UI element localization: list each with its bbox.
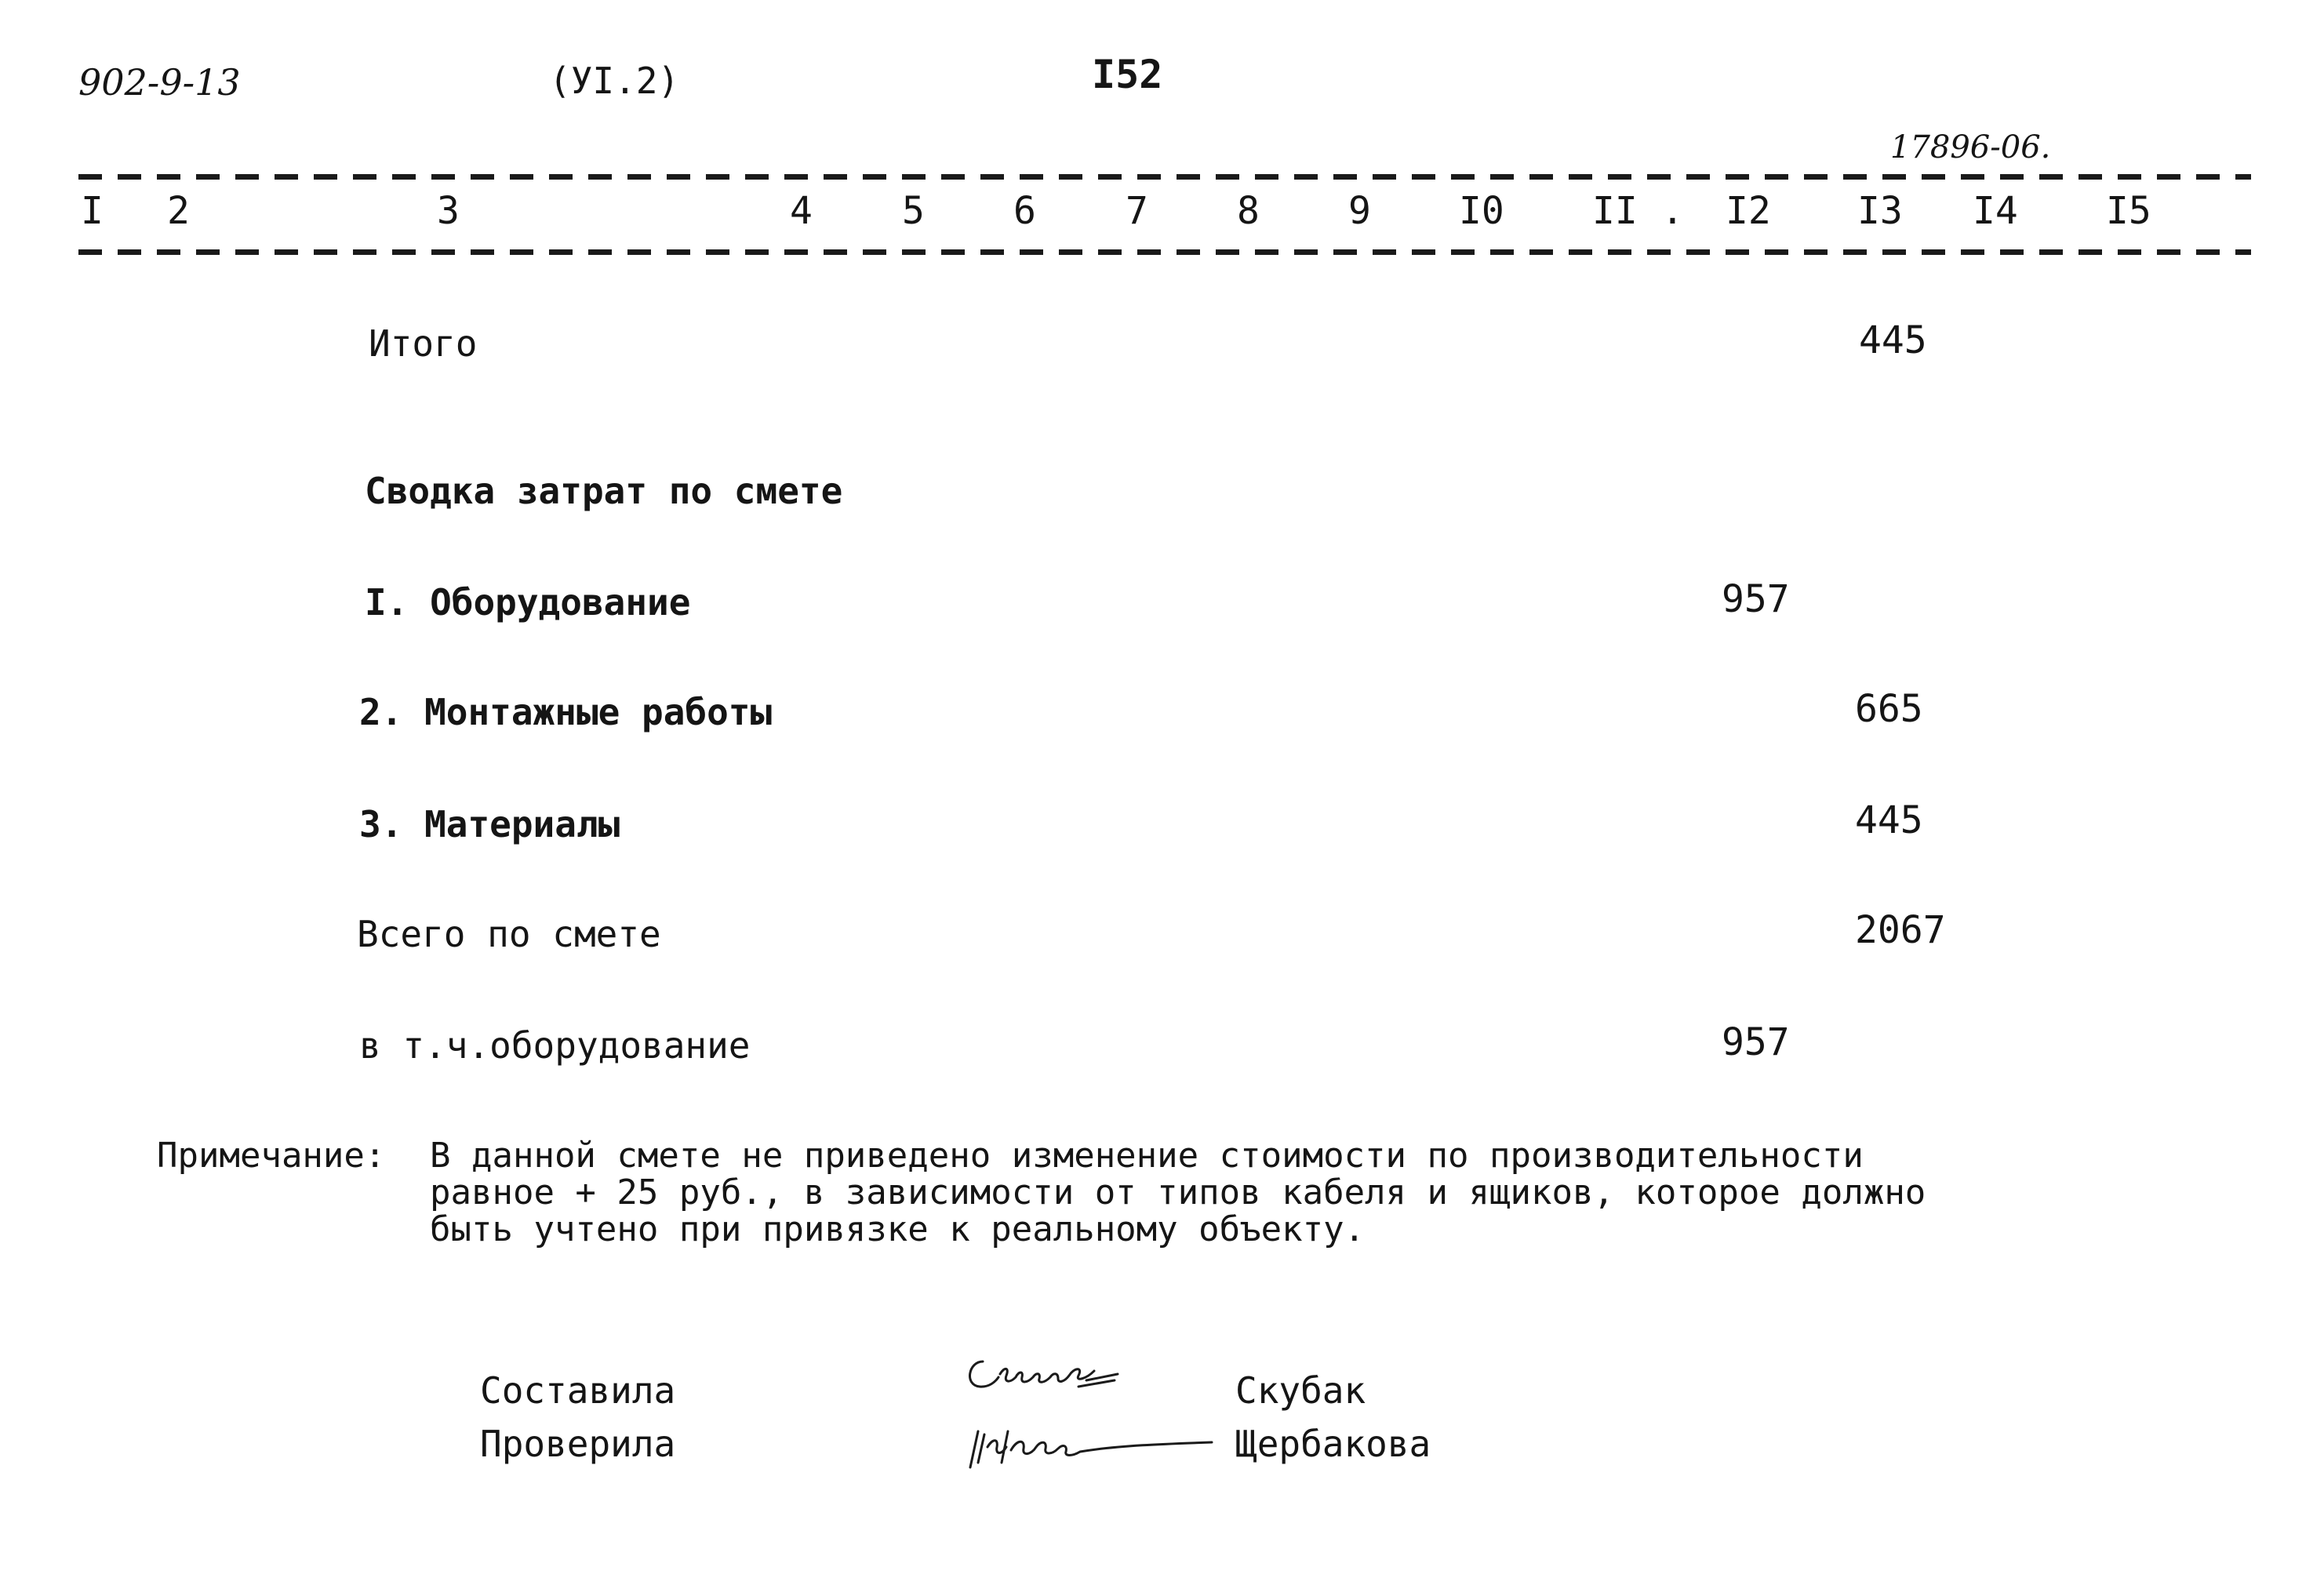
row-value-col13: 445 xyxy=(1859,318,1927,362)
column-header: 9 xyxy=(1348,189,1371,233)
column-header: 3 xyxy=(437,189,460,233)
page-number: I52 xyxy=(1092,52,1163,97)
row-label: I. Оборудование xyxy=(365,581,691,623)
row-value-col12: 957 xyxy=(1722,1020,1790,1064)
checker-name: Щербакова xyxy=(1235,1423,1431,1465)
column-header: 2 xyxy=(167,189,190,233)
row-value-col13: 445 xyxy=(1855,798,1923,842)
column-header: 4 xyxy=(790,189,813,233)
document-code: 902-9-13 xyxy=(78,61,241,104)
row-label: Итого xyxy=(369,322,478,365)
row-label: 3. Материалы xyxy=(359,803,620,845)
column-header: I xyxy=(81,189,104,233)
checked-by-label: Проверила xyxy=(480,1423,676,1465)
stamp-number: 17896-06. xyxy=(1890,129,2051,165)
column-header: 7 xyxy=(1126,189,1148,233)
column-header: I0 xyxy=(1459,189,1504,233)
row-label: Всего по смете xyxy=(357,913,661,955)
column-header: 5 xyxy=(902,189,925,233)
note-line: В данной смете не приведено изменение стоимости по производительности xyxy=(430,1136,1864,1176)
row-value-col12: 957 xyxy=(1722,577,1790,621)
column-header: 6 xyxy=(1013,189,1036,233)
column-header: II xyxy=(1592,189,1638,233)
column-header: I3 xyxy=(1857,189,1903,233)
compiler-name: Скубак xyxy=(1235,1369,1366,1412)
header-top-rule xyxy=(78,174,2251,180)
column-header: I4 xyxy=(1973,189,2018,233)
section-code: (УI.2) xyxy=(549,60,680,102)
note-label: Примечание: xyxy=(157,1136,386,1176)
column-header: I5 xyxy=(2106,189,2151,233)
section-heading: Сводка затрат по смете xyxy=(365,470,843,512)
signature-compiler xyxy=(961,1347,1165,1402)
row-value-col13: 2067 xyxy=(1855,908,1946,952)
column-header: . xyxy=(1661,189,1684,233)
note-line: равное + 25 руб., в зависимости от типов кабеля и ящиков, которое должно xyxy=(430,1172,1926,1212)
column-header: 8 xyxy=(1237,189,1260,233)
row-value-col13: 665 xyxy=(1855,687,1923,731)
header-bottom-rule xyxy=(78,249,2251,255)
compiled-by-label: Составила xyxy=(480,1369,676,1412)
column-header: I2 xyxy=(1726,189,1771,233)
row-label: в т.ч.оборудование xyxy=(359,1024,751,1067)
row-label: 2. Монтажные работы xyxy=(359,691,773,733)
signature-checker xyxy=(961,1416,1220,1478)
note-line: быть учтено при привязке к реальному объекту. xyxy=(430,1209,1366,1249)
